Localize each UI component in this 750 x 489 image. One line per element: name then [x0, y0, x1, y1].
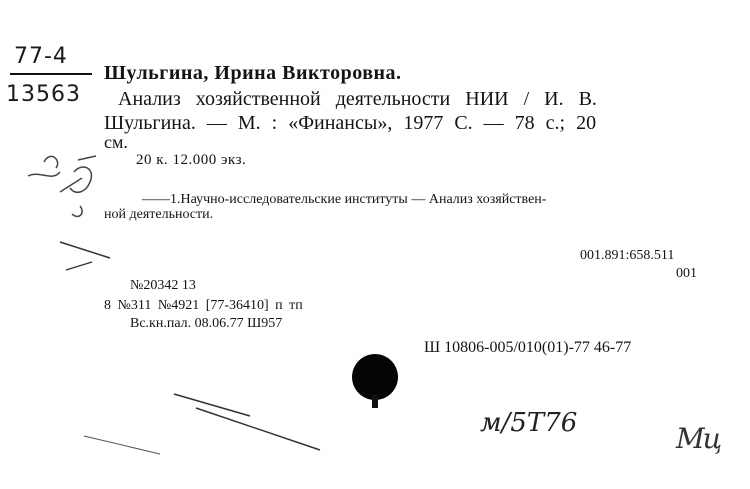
author-name: Шульгина, Ирина Викторовна.	[104, 62, 402, 84]
subject-line-1: ——1.Научно-исследовательские институты — Анализ хозяйствен-	[142, 192, 547, 207]
title-line-2: Шульгина. — М. : «Финансы», 1977 С. — 78 с.; 20	[104, 112, 597, 134]
udc-code-1: 001.891:658.511	[580, 248, 675, 263]
handwritten-code-top: 77-4	[14, 44, 68, 69]
end-signature: Мц	[676, 422, 721, 455]
udc-code-2: 001	[676, 266, 697, 281]
handwritten-code-bottom: 13563	[6, 82, 81, 107]
title-line-1: Анализ хозяйственной деятельности НИИ / И. В.	[118, 88, 597, 110]
stamp-signature: м/5Т76	[480, 408, 578, 438]
title-line-3: см.	[104, 132, 128, 152]
print-info: 20 к. 12.000 экз.	[136, 152, 247, 168]
index-line: Ш 10806-005/010(01)-77 46-77	[424, 339, 632, 356]
card-number: №20342 13	[130, 278, 196, 293]
signed-line: Вс.кн.пал. 08.06.77 Ш957	[130, 316, 283, 331]
subject-line-2: ной деятельности.	[104, 207, 214, 222]
punch-hole-tail	[372, 394, 378, 408]
order-line: 8 №311 №4921 [77-36410] п тп	[104, 298, 303, 313]
